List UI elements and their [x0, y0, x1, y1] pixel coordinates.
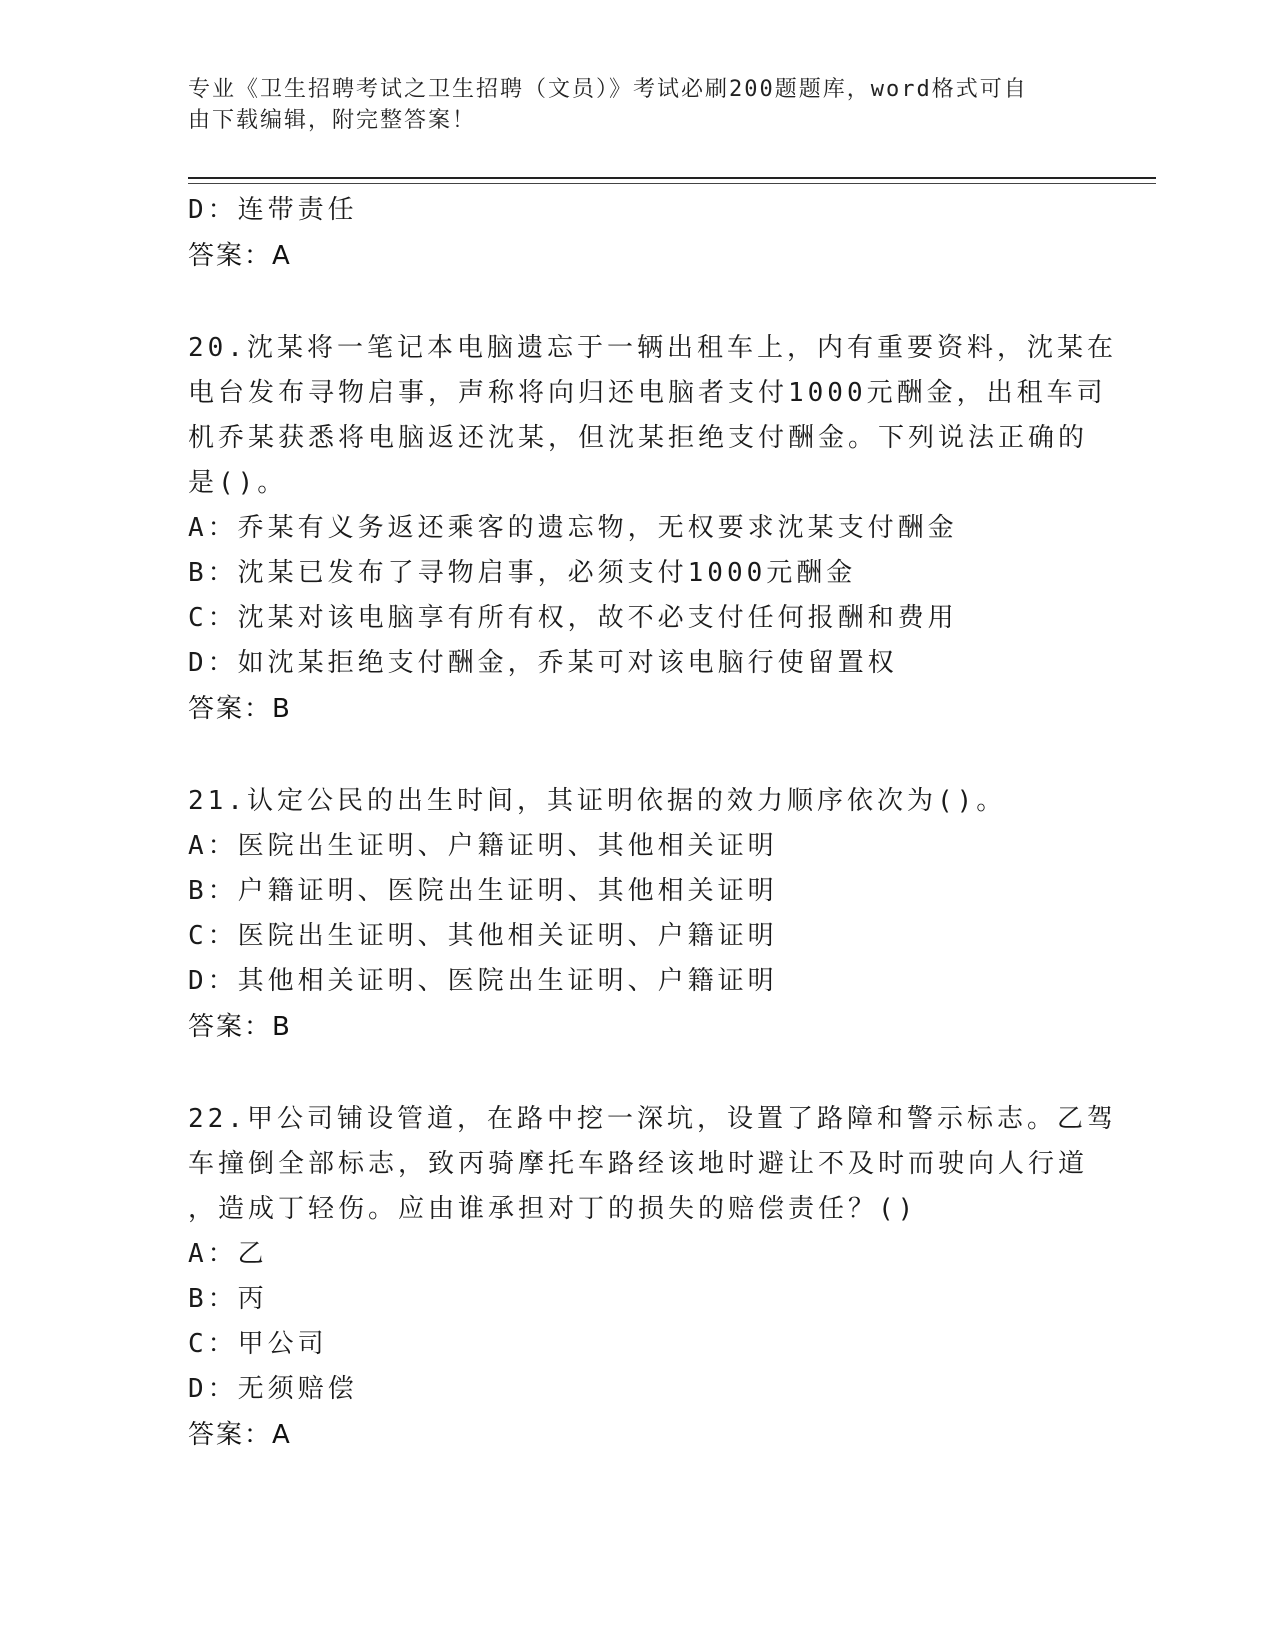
stem-line: 22.甲公司铺设管道，在路中挖一深坑，设置了路障和警示标志。乙驾	[188, 1104, 1117, 1134]
question-20	[188, 326, 1117, 732]
header-line-2: 由下载编辑，附完整答案！	[188, 108, 477, 133]
header-line-1: 专业《卫生招聘考试之卫生招聘（文员）》考试必刷200题题库，word格式可自	[188, 77, 1028, 102]
option-a: A：医院出生证明、户籍证明、其他相关证明	[188, 831, 778, 861]
carryover-question	[188, 188, 1088, 279]
question-22	[188, 1097, 1117, 1458]
stem-line: 电台发布寻物启事，声称将向归还电脑者支付1000元酬金，出租车司	[188, 378, 1107, 408]
option-c: C：甲公司	[188, 1329, 328, 1359]
option-b: B：户籍证明、医院出生证明、其他相关证明	[188, 876, 778, 906]
option-c: C：医院出生证明、其他相关证明、户籍证明	[188, 921, 778, 951]
question-21	[188, 779, 1088, 1050]
stem-line: 车撞倒全部标志，致丙骑摩托车路经该地时避让不及时而驶向人行道	[188, 1149, 1089, 1179]
document-header	[188, 74, 1068, 136]
option-b: B：丙	[188, 1284, 268, 1314]
question-stem	[188, 779, 1088, 824]
stem-line: 是()。	[188, 468, 288, 498]
option-d: D：连带责任	[188, 195, 358, 225]
option-d: D：如沈某拒绝支付酬金，乔某可对该电脑行使留置权	[188, 648, 898, 678]
option-c: C：沈某对该电脑享有所有权，故不必支付任何报酬和费用	[188, 603, 958, 633]
answer: 答案：B	[188, 694, 292, 724]
answer: 答案：B	[188, 1012, 292, 1042]
question-stem	[188, 326, 1117, 506]
answer: 答案：A	[188, 241, 292, 271]
option-d: D：无须赔偿	[188, 1374, 358, 1404]
option-b: B：沈某已发布了寻物启事，必须支付1000元酬金	[188, 558, 857, 588]
option-a: A：乔某有义务返还乘客的遗忘物，无权要求沈某支付酬金	[188, 513, 958, 543]
option-d: D：其他相关证明、医院出生证明、户籍证明	[188, 966, 778, 996]
stem-line: 机乔某获悉将电脑返还沈某，但沈某拒绝支付酬金。下列说法正确的	[188, 423, 1089, 453]
stem-line: 21.认定公民的出生时间，其证明依据的效力顺序依次为()。	[188, 786, 1007, 816]
question-stem	[188, 1097, 1117, 1232]
header-rule-thick	[188, 177, 1156, 179]
option-a: A：乙	[188, 1239, 268, 1269]
document-body	[188, 188, 1117, 1458]
stem-line: 20.沈某将一笔记本电脑遗忘于一辆出租车上，内有重要资料，沈某在	[188, 333, 1117, 363]
answer: 答案：A	[188, 1420, 292, 1450]
stem-line: ，造成丁轻伤。应由谁承担对丁的损失的赔偿责任？()	[188, 1194, 918, 1224]
header-rule-thin	[188, 183, 1156, 184]
